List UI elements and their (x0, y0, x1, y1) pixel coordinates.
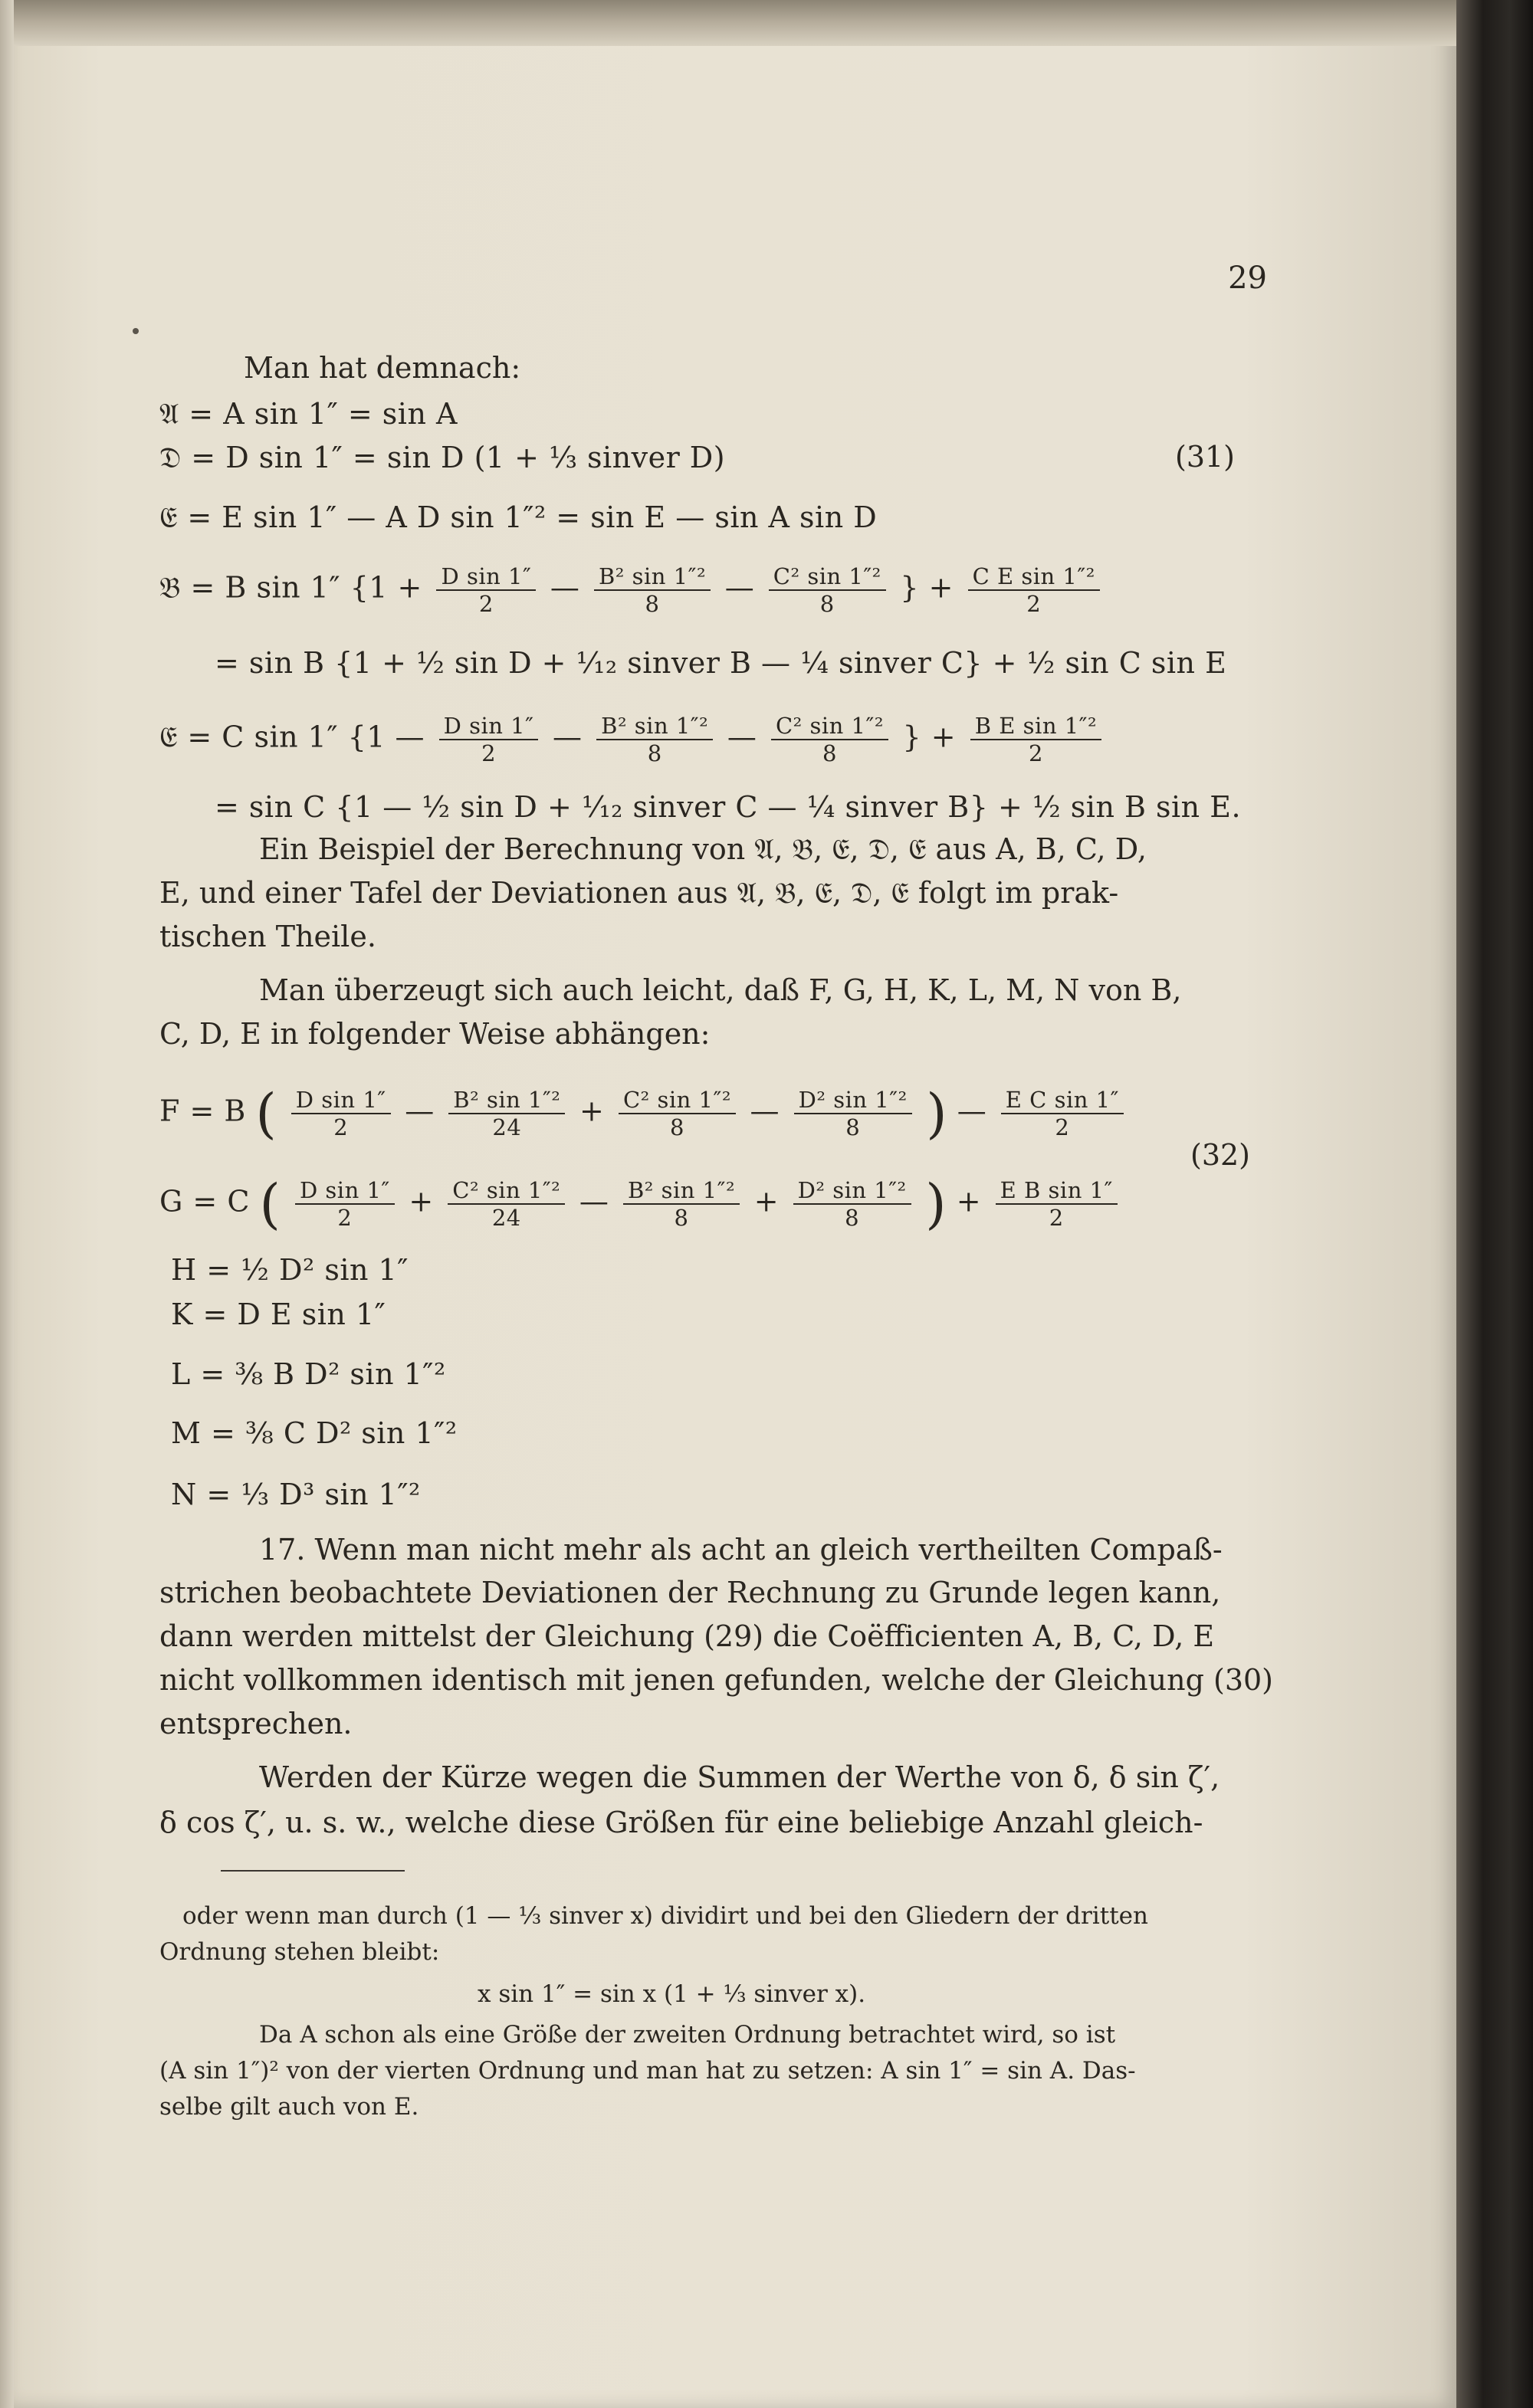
fraction (439, 713, 539, 766)
fraction-numerator: C² sin 1″² (448, 1177, 565, 1205)
paragraph-3-line-5: entsprechen. (159, 1707, 353, 1740)
fraction (1001, 1087, 1124, 1140)
footnote-line-4: Da A schon als eine Größe der zweiten Ordnung betrachtet wird, so ist (259, 2021, 1116, 2049)
operator: + (409, 1184, 434, 1219)
equation-g-lead: G = C (159, 1184, 250, 1219)
equation-b-lead: 𝔅 = B sin 1″ {1 + (159, 570, 422, 605)
footnote-line-6: selbe gilt auch von E. (159, 2093, 419, 2121)
ink-speck (133, 328, 139, 334)
operator: — (727, 720, 757, 754)
fraction (619, 1087, 736, 1140)
equation-c-lead: 𝔈 = C sin 1″ {1 — (159, 720, 425, 754)
fraction-denominator: 8 (819, 591, 835, 617)
fraction-denominator: 2 (478, 591, 494, 617)
fraction-denominator: 2 (1028, 740, 1043, 766)
fraction (793, 1177, 911, 1231)
brace-close: } + (900, 570, 954, 605)
operator: — (724, 570, 755, 605)
operator: + (956, 1184, 982, 1219)
operator: — (553, 720, 583, 754)
paragraph-2-line-1: Man überzeugt sich auch leicht, daß F, G, H, K, L, M, N von B, (259, 973, 1182, 1007)
book-page (14, 0, 1458, 2408)
fraction (794, 1087, 912, 1140)
page-number: 29 (1228, 261, 1267, 296)
footnote-formula: x sin 1″ = sin x (1 + ⅓ sinver x). (478, 1980, 866, 2008)
paragraph-1-line-2: E, und einer Tafel der Deviationen aus 𝔄, 𝔅, 𝔈, 𝔇, 𝔈 folgt im prak- (159, 876, 1119, 910)
footnote-line-5: (A sin 1″)² von der vierten Ordnung und man hat zu setzen: A sin 1″ = sin A. Das- (159, 2057, 1136, 2085)
paragraph-2-line-2: C, D, E in folgender Weise abhängen: (159, 1017, 711, 1051)
fraction-denominator: 8 (822, 740, 837, 766)
fraction-denominator: 8 (647, 740, 662, 766)
fraction (295, 1177, 395, 1231)
operator: — (957, 1094, 987, 1128)
equation-d: 𝔇 = D sin 1″ = sin D (1 + ⅓ sinver D) (159, 441, 726, 474)
equation-c (159, 713, 1106, 766)
fraction-denominator: 2 (333, 1114, 349, 1140)
fraction-denominator: 2 (1055, 1114, 1070, 1140)
paragraph-3-line-1: 17. Wenn man nicht mehr als acht an gleich vertheilten Compaß- (259, 1533, 1223, 1567)
equation-f (159, 1082, 1128, 1145)
fraction-numerator: D sin 1″ (436, 563, 536, 591)
paren-close: ) (926, 1082, 948, 1145)
paren-close: ) (925, 1173, 947, 1235)
fraction-denominator: 8 (845, 1205, 860, 1231)
equation-m: M = ⅜ C D² sin 1″² (171, 1416, 458, 1450)
equation-e: 𝔈 = E sin 1″ — A D sin 1″² = sin E — sin A sin D (159, 500, 878, 534)
fraction-denominator: 24 (492, 1114, 522, 1140)
footnote-rule (221, 1870, 405, 1872)
equation-g (159, 1173, 1122, 1235)
equation-a: 𝔄 = A sin 1″ = sin A (159, 397, 458, 431)
fraction (623, 1177, 740, 1231)
fraction-denominator: 2 (337, 1205, 353, 1231)
brace-close: } + (902, 720, 957, 754)
fraction (448, 1087, 565, 1140)
equation-l: L = ⅜ B D² sin 1″² (171, 1357, 446, 1391)
fraction-numerator: C² sin 1″² (769, 563, 886, 591)
page-top-shadow (14, 0, 1458, 46)
paragraph-3-line-4: nicht vollkommen identisch mit jenen gefunden, welche der Gleichung (30) (159, 1663, 1273, 1697)
operator: + (753, 1184, 780, 1219)
operator: — (750, 1094, 780, 1128)
fraction (291, 1087, 391, 1140)
fraction-denominator: 2 (1026, 591, 1042, 617)
fraction-numerator: D sin 1″ (291, 1087, 391, 1114)
paragraph-1-line-1: Ein Beispiel der Berechnung von 𝔄, 𝔅, 𝔈, 𝔇, 𝔈 aus A, B, C, D, (259, 832, 1147, 866)
operator: + (579, 1094, 605, 1128)
equation-number-32: (32) (1190, 1138, 1251, 1172)
fraction (771, 713, 888, 766)
fraction (448, 1177, 565, 1231)
equation-c-continued: = sin C {1 — ½ sin D + ¹⁄₁₂ sinver C — ¼ sinver B} + ½ sin B sin E. (215, 790, 1242, 824)
fraction-denominator: 2 (1049, 1205, 1064, 1231)
fraction-numerator: B² sin 1″² (596, 713, 713, 740)
equation-n: N = ⅓ D³ sin 1″² (171, 1478, 421, 1511)
book-left-edge (0, 0, 14, 2408)
paragraph-3-line-3: dann werden mittelst der Gleichung (29) die Coëfficienten A, B, C, D, E (159, 1619, 1215, 1653)
fraction-numerator: D sin 1″ (439, 713, 539, 740)
paragraph-3-line-2: strichen beobachtete Deviationen der Rechnung zu Grunde legen kann, (159, 1576, 1221, 1609)
paragraph-1-line-3: tischen Theile. (159, 920, 376, 953)
paren-open: ( (259, 1173, 281, 1235)
fraction-denominator: 24 (491, 1205, 521, 1231)
fraction (596, 713, 713, 766)
footnote-line-2: Ordnung stehen bleibt: (159, 1938, 440, 1966)
equation-number-31: (31) (1175, 440, 1236, 474)
operator: — (550, 570, 580, 605)
fraction-numerator: E C sin 1″ (1001, 1087, 1124, 1114)
fraction-numerator: C E sin 1″² (968, 563, 1100, 591)
fraction-numerator: B² sin 1″² (623, 1177, 740, 1205)
fraction-denominator: 2 (481, 740, 497, 766)
fraction-numerator: C² sin 1″² (619, 1087, 736, 1114)
fraction-numerator: D² sin 1″² (794, 1087, 912, 1114)
paragraph-4-line-2: δ cos ζ′, u. s. w., welche diese Größen für eine beliebige Anzahl gleich- (159, 1806, 1203, 1839)
fraction (594, 563, 711, 617)
fraction-denominator: 8 (669, 1114, 684, 1140)
fraction-numerator: B E sin 1″² (970, 713, 1101, 740)
fraction (436, 563, 536, 617)
fraction (996, 1177, 1118, 1231)
equation-f-lead: F = B (159, 1094, 246, 1128)
equation-k: K = D E sin 1″ (171, 1297, 386, 1331)
operator: — (579, 1184, 609, 1219)
fraction-denominator: 8 (674, 1205, 689, 1231)
fraction (769, 563, 886, 617)
fraction (968, 563, 1100, 617)
paren-open: ( (255, 1082, 277, 1145)
footnote-line-1: oder wenn man durch (1 — ⅓ sinver x) dividirt und bei den Gliedern der dritten (182, 1902, 1148, 1930)
operator: — (405, 1094, 435, 1128)
fraction-numerator: D sin 1″ (295, 1177, 395, 1205)
fraction-denominator: 8 (645, 591, 660, 617)
book-cover-edge (1456, 0, 1533, 2408)
equation-h: H = ½ D² sin 1″ (171, 1253, 409, 1287)
fraction (970, 713, 1101, 766)
equation-b-continued: = sin B {1 + ½ sin D + ¹⁄₁₂ sinver B — ¼ sinver C} + ½ sin C sin E (215, 646, 1227, 680)
fraction-numerator: B² sin 1″² (448, 1087, 565, 1114)
fraction-numerator: B² sin 1″² (594, 563, 711, 591)
equation-b (159, 563, 1105, 617)
intro-line: Man hat demnach: (244, 351, 521, 385)
paragraph-4-line-1: Werden der Kürze wegen die Summen der Werthe von δ, δ sin ζ′, (259, 1760, 1220, 1794)
fraction-numerator: C² sin 1″² (771, 713, 888, 740)
fraction-denominator: 8 (845, 1114, 861, 1140)
fraction-numerator: E B sin 1″ (996, 1177, 1118, 1205)
fraction-numerator: D² sin 1″² (793, 1177, 911, 1205)
